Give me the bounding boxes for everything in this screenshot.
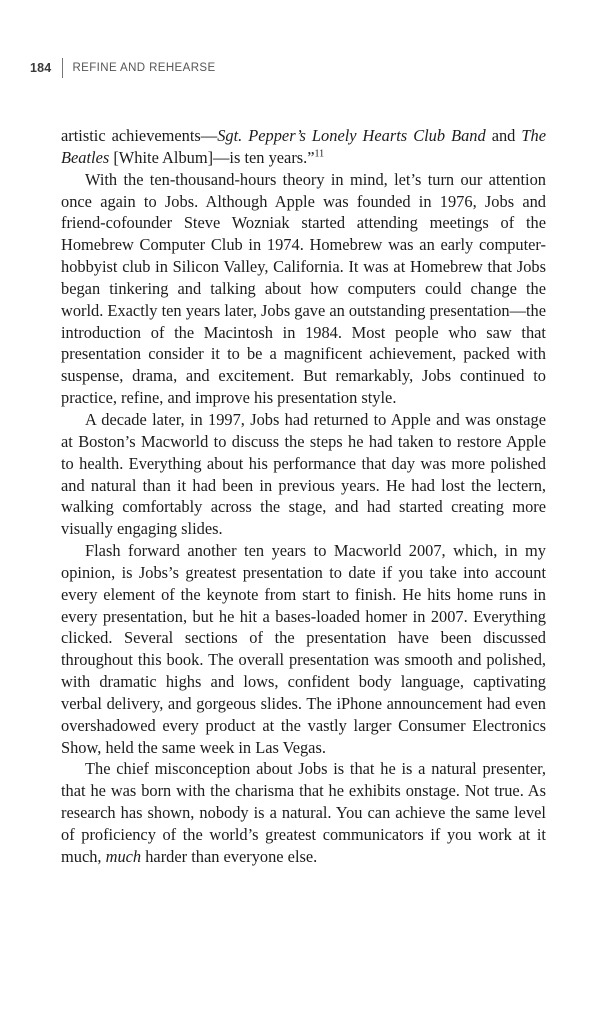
paragraph xyxy=(61,758,546,867)
body-text xyxy=(61,125,546,868)
header-divider xyxy=(62,58,63,78)
paragraph-continued xyxy=(61,125,546,169)
paragraph: Flash forward another ten years to Macworld 2007, which, in my opinion, is Jobs’s greatest presentation to date if you take into account every element of the keynote from start to finish. He hits home runs in every presentation, but he hit a bases-loaded homer in 2007. Everything clicked. Several sections of the presentation have been discussed throughout this book. The overall presentation was smooth and polished, with dramatic highs and lows, confident body language, captivating verbal delivery, and gorgeous slides. The iPhone announcement had even overshadowed every product at the vastly larger Consumer Electronics Show, held the same week in Las Vegas. xyxy=(61,541,546,757)
chapter-title: REFINE AND REHEARSE xyxy=(72,62,216,74)
text-run: harder than everyone else. xyxy=(141,846,318,866)
emphasis-much: much xyxy=(105,846,142,866)
text-run: The chief misconception about Jobs is that he is a natural presenter, that he was born with the charisma that he exhibits onstage. Not true. As research has shown, nobody is a natural. You can achieve the same level of proficiency of the world’s greatest communicators if you work at it much, xyxy=(61,759,546,866)
page-number: 184 xyxy=(30,61,52,75)
album-title-the-beatles: The Beatles xyxy=(61,126,546,167)
footnote-reference: 11 xyxy=(314,148,325,160)
text-run: artistic achievements— xyxy=(61,126,218,145)
album-title-sgt-pepper: Sgt. Pepper’s Lonely Hearts Club Band xyxy=(217,126,486,145)
text-run: [White Album]—is ten years.” xyxy=(109,147,315,167)
paragraph: A decade later, in 1997, Jobs had returned to Apple and was onstage at Boston’s Macworld to discuss the steps he had taken to restore Apple to health. Everything about his performance that day was more polished and natural than it had been in previous years. He had lost the lectern, walking comfortably across the stage, and had started creating more visually engaging slides. xyxy=(61,409,546,539)
paragraph: With the ten-thousand-hours theory in mind, let’s turn our attention once again to Jobs. Although Apple was founded in 1976, Jobs and friend-cofounder Steve Wozniak started attending meetings of the Homebrew Computer Club in 1974. Homebrew was an early computer-hobbyist club in Silicon Valley, California. It was at Homebrew that Jobs began tinkering and talking about how computers could change the world. Exactly ten years later, Jobs gave an outstanding presentation—the introduction of the Macintosh in 1984. Most people who saw that presentation consider it to be a magnificent achievement, packed with suspense, drama, and excitement. But remarkably, Jobs continued to practice, refine, and improve his presentation style. xyxy=(61,169,547,408)
running-header xyxy=(30,58,216,78)
text-run: and xyxy=(485,126,522,145)
